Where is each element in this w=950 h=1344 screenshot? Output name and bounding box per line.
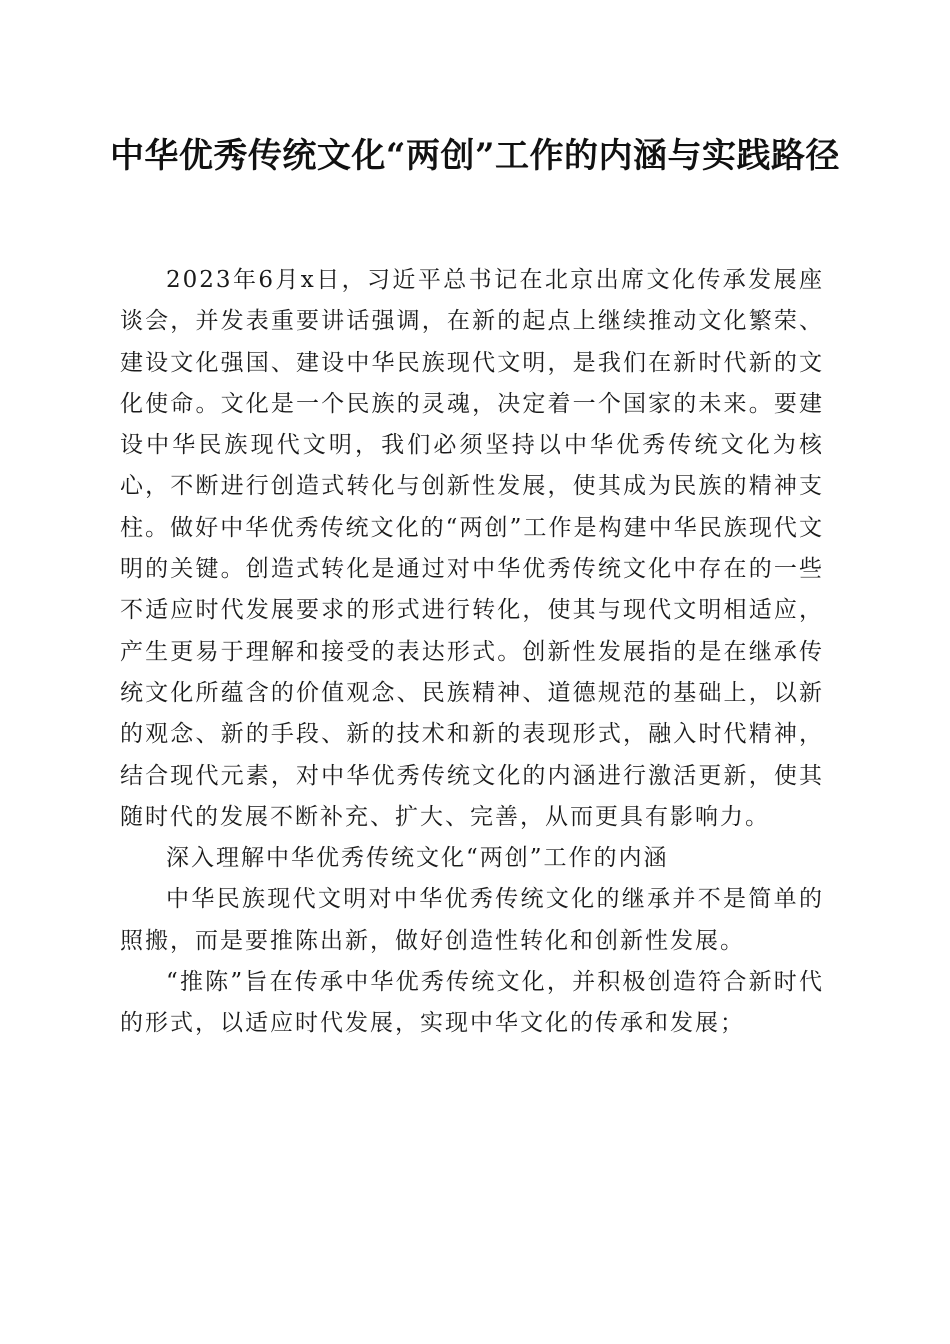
document-title: 中华优秀传统文化“两创”工作的内涵与实践路径 <box>109 136 841 176</box>
paragraph-tuichen: “推陈”旨在传承中华优秀传统文化，并积极创造符合新时代的形式，以适应时代发展，实现中华文化的传承和发展； <box>120 969 824 1037</box>
paragraph-inheritance: 中华民族现代文明对中华优秀传统文化的继承并不是简单的照搬，而是要推陈出新，做好创造性转化和创新性发展。 <box>120 886 824 954</box>
paragraph-intro: 2023年6月x日，习近平总书记在北京出席文化传承发展座谈会，并发表重要讲话强调，在新的起点上继续推动文化繁荣、建设文化强国、建设中华民族现代文明，是我们在新时代新的文化使命。文化是一个民族的灵魂，决定着一个国家的未来。要建设中华民族现代文明，我们必须坚持以中华优秀传统文化为核心，不断进行创造式转化与创新性发展，使其成为民族的精神支柱。做好中华优秀传统文化的“两创”工作是构建中华民族现代文明的关键。创造式转化是通过对中华优秀传统文化中存在的一些不适应时代发展要求的形式进行转化，使其与现代文明相适应，产生更易于理解和接受的表达形式。创新性发展指的是在继承传统文化所蕴含的价值观念、民族精神、道德规范的基础上，以新的观念、新的手段、新的技术和新的表现形式，融入时代精神，结合现代元素，对中华优秀传统文化的内涵进行激活更新，使其随时代的发展不断补充、扩大、完善，从而更具有影响力。 <box>120 267 824 830</box>
section-heading: 深入理解中华优秀传统文化“两创”工作的内涵 <box>166 845 669 872</box>
document-body <box>120 260 824 1045</box>
